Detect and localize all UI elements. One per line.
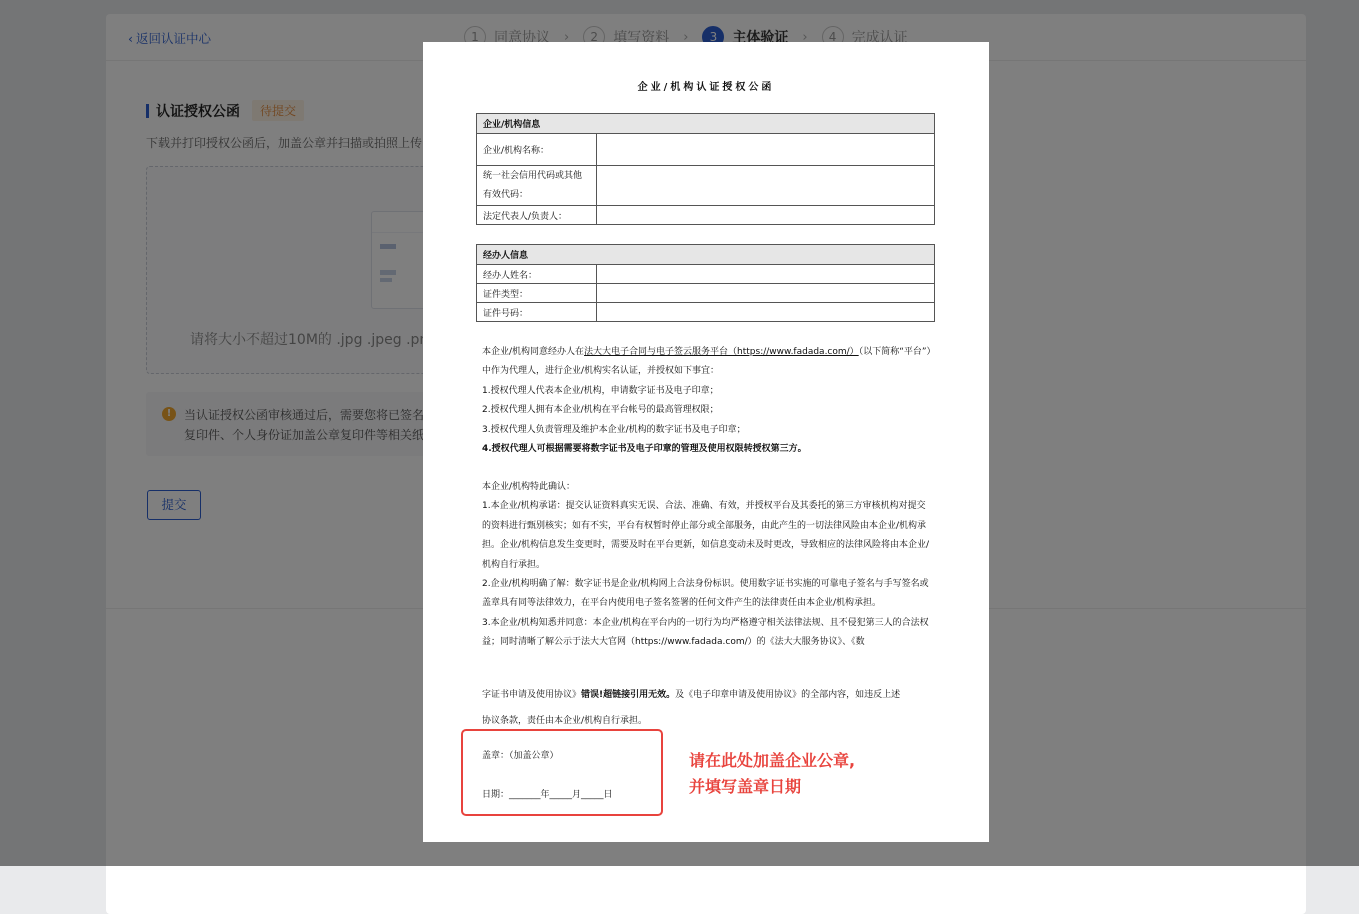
agent-info-table [476, 244, 935, 322]
confirm-item: 1.本企业/机构承诺：提交认证资料真实无误、合法、准确、有效，并授权平台及其委托的第三方审核机构对提交的资料进行甄别核实；如有不实，平台有权暂时停止部分或全部服务，由此产生的一切法律风险由本企业/机构承担。企业/机构信息发生变更时，需要及时在平台更新，如信息变动未及时更改，导致相应的法律风险将由本企业/机构自行承担。 [482, 501, 930, 570]
confirm-item-continued [482, 682, 932, 708]
label-line: 统一社会信用代码或其他 [483, 170, 583, 181]
org-info-table [476, 113, 935, 225]
table-label: 企业/机构名称： [477, 134, 597, 166]
authorization-paragraph [482, 343, 932, 459]
text-span: 及《电子印章申请及使用协议》的全部内容，如违反上述 [675, 690, 901, 700]
table-label: 证件类型： [477, 284, 597, 303]
text-span: 本企业/机构同意经办人在 [482, 347, 585, 357]
seal-highlight-box [461, 729, 663, 816]
date-label: 日期：_______年_____月_____日 [482, 790, 613, 800]
seal-instruction-note [689, 748, 855, 800]
auth-item: 2.授权代理人拥有本企业/机构在平台帐号的最高管理权限； [482, 405, 719, 416]
note-line: 请在此处加盖企业公章, [689, 751, 856, 770]
confirmation-section [482, 478, 932, 653]
table-value-cell [597, 265, 935, 284]
auth-item: 3.授权代理人负责管理及维护本企业/机构的数字证书及电子印章； [482, 424, 746, 435]
text-span: 字证书申请及使用协议》 [482, 690, 582, 700]
confirmation-tail [482, 682, 932, 734]
hyperlink-error-text: 错误!超链接引用无效。 [581, 690, 676, 700]
seal-label: 盖章：（加盖公章） [482, 751, 559, 761]
table-value-cell [597, 284, 935, 303]
table-value-cell [597, 166, 935, 206]
platform-link[interactable]: 法大大电子合同与电子签云服务平台（https://www.fadada.com/） [584, 347, 859, 357]
authorization-intro [482, 343, 932, 382]
label-line: 有效代码： [483, 189, 529, 200]
table-value-cell [597, 134, 935, 166]
document-title: 企业/机构认证授权公函 [637, 82, 775, 93]
table-header: 企业/机构信息 [477, 114, 935, 134]
table-value-cell [597, 303, 935, 322]
table-value-cell [597, 206, 935, 225]
confirm-item: 3.本企业/机构知悉并同意：本企业/机构在平台内的一切行为均严格遵守相关法律法规、且不侵犯第三人的合法权益；同时清晰了解公示于法大大官网（https://www.fadada.com/）的《法大大服务协议》、《数 [482, 617, 929, 648]
note-line: 并填写盖章日期 [689, 777, 802, 796]
table-header: 经办人信息 [477, 245, 935, 265]
confirm-title: 本企业/机构特此确认： [482, 482, 576, 492]
auth-item: 1.授权代理人代表本企业/机构，申请数字证书及电子印章； [482, 385, 719, 396]
table-label: 法定代表人/负责人： [477, 206, 597, 225]
table-label [477, 166, 597, 206]
confirm-item: 2.企业/机构明确了解：数字证书是企业/机构网上合法身份标识。使用数字证书实施的可靠电子签名与手写签名或盖章具有同等法律效力，在平台内使用电子签名签署的任何文件产生的法律责任由本企业/机构承担。 [482, 579, 929, 609]
auth-item: 4.授权代理人可根据需要将数字证书及电子印章的管理及使用权限转授权第三方。 [482, 444, 807, 455]
confirm-item-end: 协议条款，责任由本企业/机构自行承担。 [482, 716, 648, 726]
table-label: 证件号码： [477, 303, 597, 322]
authorization-letter-preview [423, 42, 989, 842]
table-label: 经办人姓名： [477, 265, 597, 284]
text-span: （以下简称“平台”）中作为代理人，进行企业/机构实名认证，并授权如下事宜： [482, 347, 932, 377]
